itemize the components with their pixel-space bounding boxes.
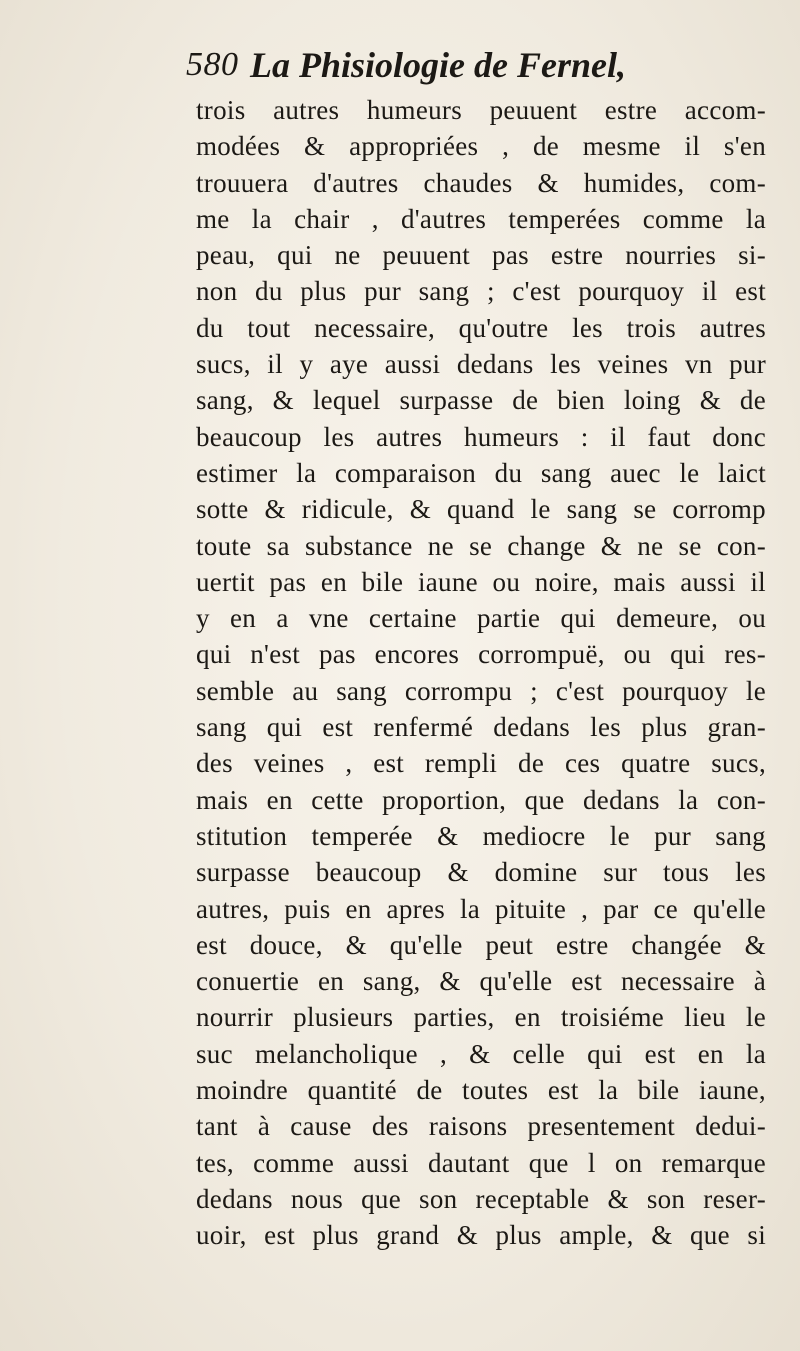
- text-line: non du plus pur sang ; c'est pourquoy il est: [196, 276, 766, 307]
- text-line: trois autres humeurs peuuent estre accom-: [196, 95, 766, 125]
- text-line: qui n'est pas encores corrompuë, ou qui res-: [196, 639, 766, 670]
- text-line: modées & appropriées , de mesme il s'en: [196, 131, 766, 162]
- text-line: mais en cette proportion, que dedans la con-: [196, 784, 766, 815]
- page-number: 580: [186, 46, 239, 83]
- text-line: semble au sang corrompu ; c'est pourquoy le: [196, 675, 766, 706]
- text-line: conuertie en sang, & qu'elle est necessaire à: [196, 966, 766, 997]
- text-line: tant à cause des raisons presentement dedui-: [196, 1111, 766, 1142]
- text-line: dedans nous que son receptable & son reser-: [196, 1183, 766, 1214]
- text-line: moindre quantité de toutes est la bile iaune,: [196, 1075, 766, 1106]
- running-title: La Phisiologie de Fernel,: [250, 45, 626, 85]
- text-line: sotte & ridicule, & quand le sang se corromp: [196, 494, 766, 525]
- text-line: me la chair , d'autres temperées comme la: [196, 203, 766, 234]
- text-line: peau, qui ne peuuent pas estre nourries si-: [196, 240, 766, 271]
- text-line: sang, & lequel surpasse de bien loing & de: [196, 385, 766, 416]
- text-line: beaucoup les autres humeurs : il faut donc: [196, 421, 766, 452]
- text-line: du tout necessaire, qu'outre les trois autres: [196, 312, 766, 343]
- text-line: surpasse beaucoup & domine sur tous les: [196, 857, 766, 888]
- text-line: uertit pas en bile iaune ou noire, mais aussi il: [196, 566, 766, 597]
- text-line: tes, comme aussi dautant que l on remarque: [196, 1147, 766, 1178]
- text-line: autres, puis en apres la pituite , par ce qu'elle: [196, 893, 766, 924]
- text-line: trouuera d'autres chaudes & humides, com-: [196, 167, 766, 198]
- text-line: sang qui est renfermé dedans les plus gran-: [196, 712, 766, 743]
- body-text: [196, 92, 766, 1254]
- text-line: estimer la comparaison du sang auec le laict: [196, 457, 766, 488]
- text-line: des veines , est rempli de ces quatre sucs,: [196, 748, 766, 779]
- text-line: sucs, il y aye aussi dedans les veines vn pur: [196, 349, 766, 380]
- text-line: uoir, est plus grand & plus ample, & que si: [196, 1220, 766, 1251]
- text-line: toute sa substance ne se change & ne se con-: [196, 530, 766, 561]
- page-header: [186, 44, 626, 94]
- text-line: y en a vne certaine partie qui demeure, ou: [196, 603, 766, 634]
- text-line: est douce, & qu'elle peut estre changée &: [196, 929, 766, 960]
- text-line: suc melancholique , & celle qui est en la: [196, 1038, 766, 1069]
- text-line: stitution temperée & mediocre le pur sang: [196, 820, 766, 851]
- text-line: nourrir plusieurs parties, en troisiéme lieu le: [196, 1002, 766, 1033]
